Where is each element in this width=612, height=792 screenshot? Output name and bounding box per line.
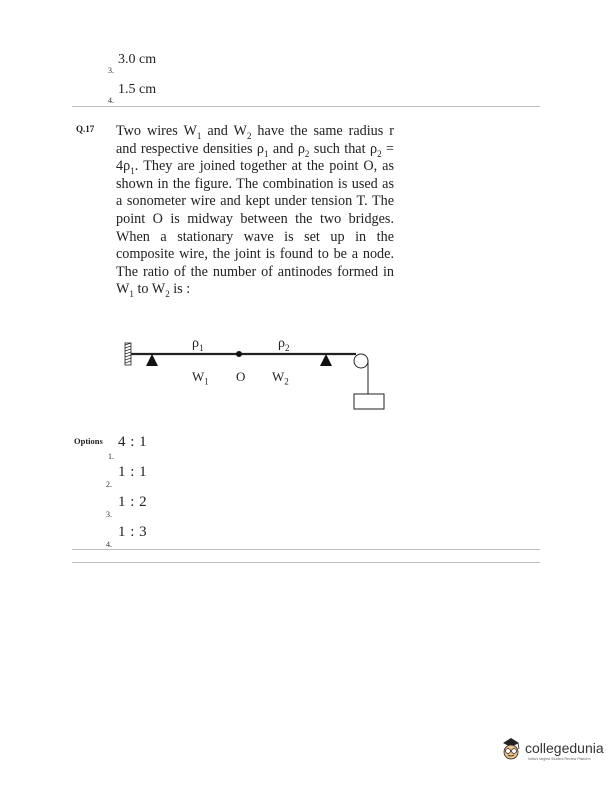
option-4-text: 1 : 3 — [118, 524, 148, 540]
option-3-number: 3. — [106, 510, 112, 519]
logo-tagline: India's largest Student Review Platform — [528, 757, 591, 761]
figure-rho2-label: $\rho_2$ — [278, 336, 290, 353]
option-2-number: 2. — [106, 480, 112, 489]
mascot-icon — [497, 735, 525, 763]
logo-name: collegedunia — [525, 740, 604, 756]
figure-w1-label: $W_1$ — [192, 369, 209, 387]
option-2-text: 1 : 1 — [118, 464, 148, 480]
options-label: Options — [74, 436, 103, 446]
option-1-text: 4 : 1 — [118, 434, 148, 450]
sonometer-diagram — [116, 332, 396, 414]
figure-w2-label: $W_2$ — [272, 369, 289, 387]
divider-top — [72, 106, 540, 107]
prev-option-3-text: 3.0 cm — [118, 52, 157, 67]
sonometer-figure — [116, 332, 396, 414]
figure-joint-label: O — [236, 369, 246, 384]
question-text: Two wires $W_1$ and $W_2$ have the same radius r and respective densities $\rho_1$ and $\rho_2$ such that $\rho_2 = 4\rho_1$. They are joined together at the point O, as shown in the figure. The combination is used as a sonometer wire and kept under tension T. The point O is midway between the two bridges. When a stationary wave is set up in the composite wire, the joint is found to be a node. The ratio of the number of antinodes formed in $W_1$ to $W_2$ is : — [116, 123, 394, 300]
bridge-right — [320, 354, 332, 366]
bridge-left — [146, 354, 158, 366]
joint-point — [236, 351, 242, 357]
pulley — [354, 354, 368, 368]
prev-option-3-number: 3. — [108, 66, 114, 75]
figure-rho1-label: $\rho_1$ — [192, 336, 204, 353]
prev-option-4-number: 4. — [108, 96, 114, 105]
hanging-weight — [354, 394, 384, 409]
prev-option-4-text: 1.5 cm — [118, 82, 157, 97]
divider-bottom-2 — [72, 562, 540, 563]
divider-bottom-1 — [72, 549, 540, 550]
collegedunia-logo — [497, 735, 607, 767]
option-1-number: 1. — [108, 452, 114, 461]
option-3-text: 1 : 2 — [118, 494, 148, 510]
wall-support — [125, 343, 131, 365]
question-number: Q.17 — [76, 124, 95, 134]
option-4-number: 4. — [106, 540, 112, 549]
